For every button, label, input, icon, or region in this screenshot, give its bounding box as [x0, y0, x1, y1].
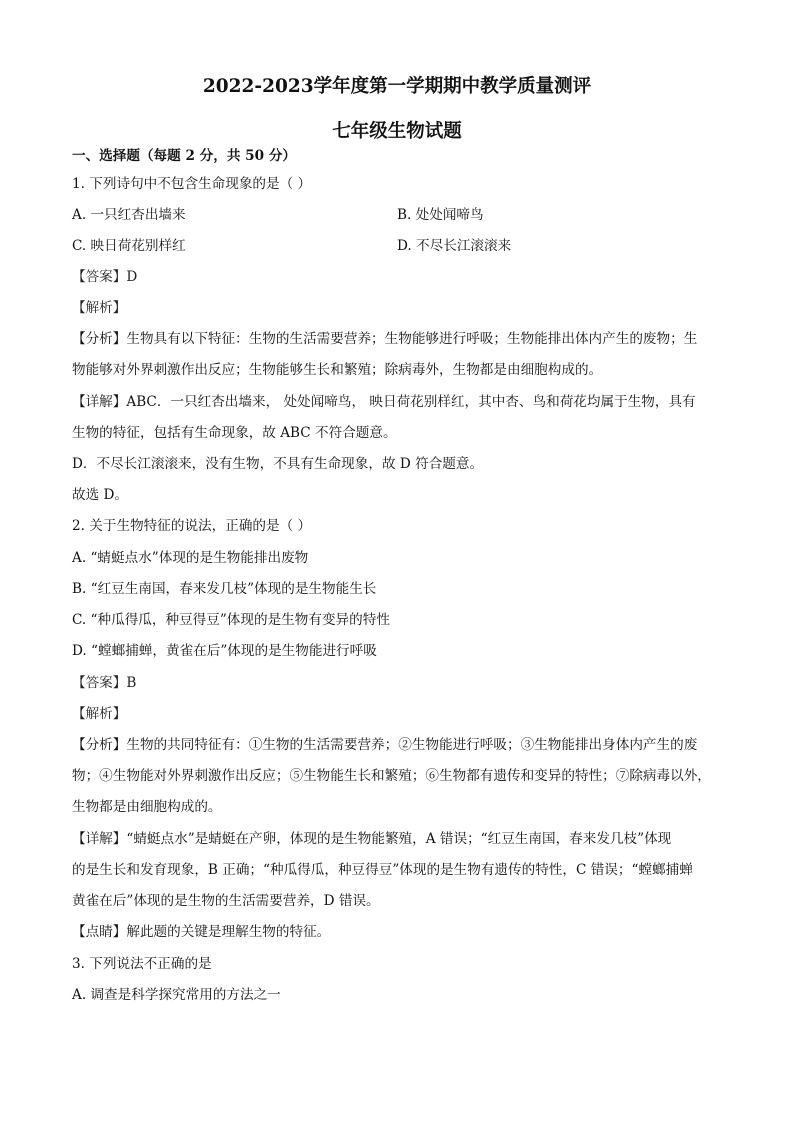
question-2-option-b: B. “红豆生南国，春来发几枝”体现的是生物能生长 — [72, 581, 377, 597]
question-1-analysis-line-1: 【分析】生物具有以下特征：生物的生活需要营养；生物能够进行呼吸；生物能排出体内产生的废物；生 — [72, 331, 698, 347]
question-1-stem: 1. 下列诗句中不包含生命现象的是（ ） — [72, 176, 312, 192]
question-3-stem: 3. 下列说法不正确的是 — [72, 956, 212, 972]
question-1-analysis-line-2: 物能够对外界刺激作出反应；生物能够生长和繁殖；除病毒外，生物都是由细胞构成的。 — [72, 362, 603, 378]
question-2-analysis-tag: 【解析】 — [72, 706, 127, 722]
question-2-option-d: D. “螳螂捕蝉，黄雀在后”体现的是生物能进行呼吸 — [72, 643, 377, 659]
exam-title: 2022-2023学年度第一学期期中教学质量测评 — [202, 76, 592, 97]
question-1-detail-line-1: 【详解】ABC．一只红杏出墙来， 处处闻啼鸟， 映日荷花别样红，其中杏、鸟和荷花均属于生物，具有 — [72, 394, 696, 410]
question-1-detail-line-4: 故选 D。 — [72, 487, 129, 503]
question-1-option-b: B. 处处闻啼鸟 — [397, 207, 484, 223]
question-2-analysis-line-2: 物；④生物能对外界刺激作出反应；⑤生物能生长和繁殖；⑥生物都有遗传和变异的特性；⑦除病毒以外， — [72, 768, 711, 784]
question-1-option-a: A. 一只红杏出墙来 — [72, 207, 186, 223]
question-2-detail-line-2: 的是生长和发育现象，B 正确；“种瓜得瓜，种豆得豆”体现的是生物有遗传的特性，C 错误；“螳螂捕蝉 — [72, 862, 693, 878]
question-2-stem: 2. 关于生物特征的说法，正确的是（ ） — [72, 518, 312, 534]
question-2-analysis-line-3: 生物都是由细胞构成的。 — [72, 799, 222, 815]
question-2-detail-line-3: 黄雀在后”体现的是生物的生活需要营养，D 错误。 — [72, 893, 380, 909]
question-2-analysis-line-1: 【分析】生物的共同特征有：①生物的生活需要营养；②生物能进行呼吸；③生物能排出身体内产生的废 — [72, 737, 698, 753]
exam-subtitle: 七年级生物试题 — [332, 121, 462, 142]
question-2-detail-line-1: 【详解】“蜻蜓点水”是蜻蜓在产卵，体现的是生物能繁殖，A 错误；“红豆生南国，春来发几枝”体现 — [72, 831, 672, 847]
section-heading: 一、选择题（每题 2 分，共 50 分） — [72, 148, 297, 164]
question-1-analysis-tag: 【解析】 — [72, 300, 127, 316]
question-1-option-c: C. 映日荷花别样红 — [72, 238, 186, 254]
question-3-option-a: A. 调查是科学探究常用的方法之一 — [72, 987, 281, 1003]
question-2-option-a: A. “蜻蜓点水”体现的是生物能排出废物 — [72, 550, 309, 566]
question-1-detail-line-3: D．不尽长江滚滚来，没有生物，不具有生命现象，故 D 符合题意。 — [72, 456, 484, 472]
question-1-detail-line-2: 生物的特征，包括有生命现象，故 ABC 不符合题意。 — [72, 425, 397, 441]
question-2-option-c: C. “种瓜得瓜，种豆得豆”体现的是生物有变异的特性 — [72, 612, 390, 628]
question-1-answer: 【答案】D — [72, 269, 138, 285]
question-2-comment: 【点睛】解此题的关键是理解生物的特征。 — [72, 924, 331, 940]
question-2-answer: 【答案】B — [72, 675, 137, 691]
question-1-option-d: D. 不尽长江滚滚来 — [397, 238, 512, 254]
